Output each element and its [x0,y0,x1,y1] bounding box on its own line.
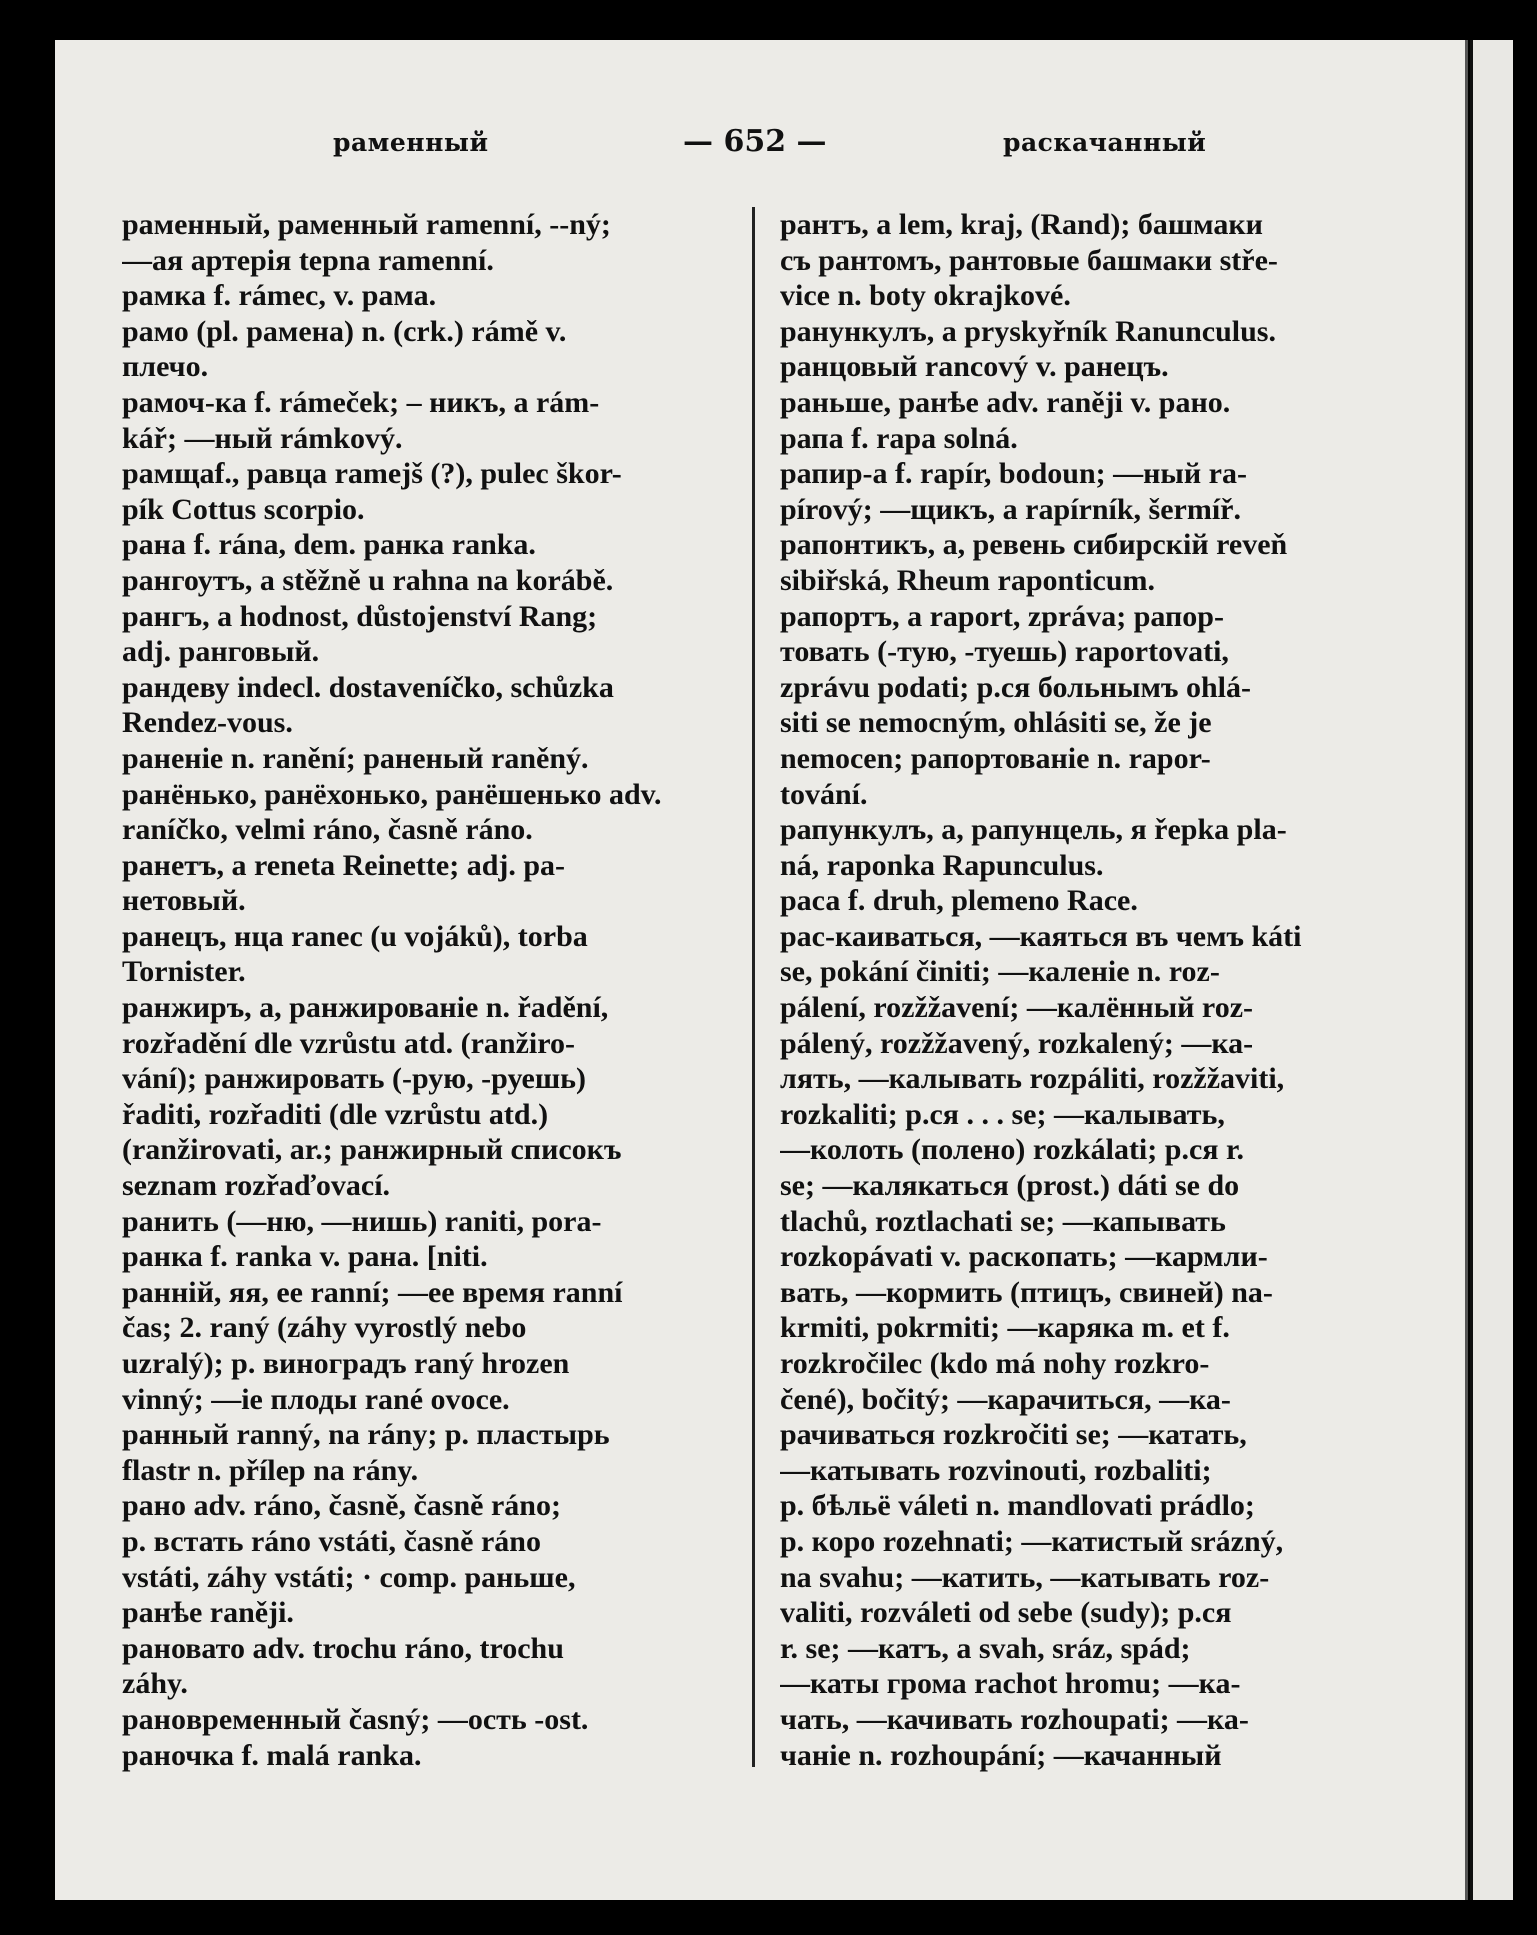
dictionary-line: (ranžirovati, ar.; ранжирный списокъ [122,1133,622,1167]
dictionary-line: sibiřská, Rheum raponticum. [780,563,1156,597]
dictionary-line: pík Cottus scorpio. [122,492,365,526]
dictionary-line: рамоч-ка f. rámeček; – никъ, a rám- [122,385,600,419]
dictionary-line: pálený, rozžžavený, rozkalený; —ка- [780,1026,1254,1060]
dictionary-line: na svahu; —катить, —катывать roz- [780,1560,1270,1594]
dictionary-line: рано adv. ráno, časně, časně ráno; [122,1489,561,1523]
dictionary-line: tování. [780,777,868,811]
dictionary-line: плечо. [122,350,209,384]
dictionary-line: вать, —кормить (птицъ, свиней) na- [780,1275,1273,1309]
dictionary-line: rozkročilec (kdo má nohy rozkro- [780,1347,1210,1380]
dictionary-line: лять, —калывать rozpáliti, rozžžaviti, [780,1062,1285,1096]
dictionary-line: ранжиръ, a, ранжированіе n. řadění, [122,991,609,1025]
dictionary-line: ранёнько, ранёхонько, ранёшенько adv. [122,777,662,811]
dictionary-line: рантъ, a lem, kraj, (Rand); башмаки [780,208,1263,241]
dictionary-line: рапа f. rapa solná. [780,421,1018,455]
dictionary-line: ранункулъ, a pryskyřník Ranunculus. [780,314,1276,348]
dictionary-line: рангъ, a hodnost, důstojenství Rang; [122,599,598,633]
dictionary-line: рапункулъ, a, рапунцель, я řepka pla- [780,813,1287,847]
dictionary-line: ранoвременный časný; —ость -ost. [122,1702,589,1736]
dictionary-line: flastr n. přílep na rány. [122,1453,419,1487]
header-left-guideword: раменный [333,128,489,157]
dictionary-line: vice n. boty okrajkové. [780,279,1071,313]
dictionary-line: valiti, rozváleti od sebe (sudy); р.ся [780,1596,1232,1630]
dictionary-line: рангоутъ, a stěžně u rahna na korábě. [122,563,614,597]
running-header [0,124,1537,168]
right-column [780,207,1390,1773]
dictionary-line: ранцовый rancový v. ранецъ. [780,350,1169,384]
dictionary-line: seznam rozřaďovací. [122,1169,391,1203]
dictionary-line: нетовый. [122,884,246,918]
dictionary-line: чать, —качивать rozhoupati; —ка- [780,1702,1249,1736]
dictionary-line: товать (-тую, -туешь) raportovati, [780,635,1229,669]
dictionary-line: vinný; —іе плоды rané ovoce. [122,1382,510,1416]
dictionary-line: čené), bočitý; —карачиться, —ка- [780,1382,1231,1416]
dictionary-line: рачиваться rozkročiti se; —катать, [780,1418,1247,1452]
dictionary-line: рамщаf., равца ramejš (?), pulec škor- [122,457,622,491]
dictionary-line: ранить (—ню, —нишь) raniti, pora- [122,1204,602,1238]
header-right-guideword: раскачанный [1003,128,1207,157]
dictionary-line: рапонтикъ, a, ревень сибирскій reveň [780,528,1288,562]
dictionary-line: rozřadění dle vzrůstu atd. (ranžiro- [122,1026,576,1060]
dictionary-line: рамо (pl. рамена) n. (crk.) rámě v. [122,314,567,348]
dictionary-line: r. se; —катъ, a svah, sráz, spád; [780,1631,1191,1665]
dictionary-line: uzralý); р. виноградъ raný hrozen [122,1347,570,1380]
dictionary-line: рапир-а f. rapír, bodoun; —ный ra- [780,457,1247,491]
dictionary-line: nemocen; рапортованіе n. rapor- [780,741,1211,775]
dictionary-line: adj. ранговый. [122,635,320,669]
dictionary-line: р. коро rozehnati; —катистый srázný, [780,1524,1284,1558]
dictionary-line: —каты грома rachot hromu; —ка- [780,1667,1241,1701]
dictionary-line: ранетъ, a reneta Reinette; adj. ра- [122,848,566,882]
dictionary-line: ранѣе raněji. [122,1596,294,1630]
dictionary-line: рапортъ, a raport, zpráva; рапор- [780,599,1224,633]
dictionary-line: krmiti, pokrmiti; —каряка m. et f. [780,1311,1230,1345]
dictionary-line: р. бѣльё váleti n. mandlovati prádlo; [780,1489,1255,1523]
dictionary-line: раночка f. malá ranka. [122,1738,422,1772]
dictionary-line: vání); ранжировать (-рую, -руешь) [122,1062,587,1096]
dictionary-line: čas; 2. raný (záhy vyrostlý nebo [122,1311,527,1345]
dictionary-line: ранній, яя, ее ranní; —ее время ranní [122,1275,623,1309]
dictionary-line: Rendez-vous. [122,706,293,740]
dictionary-line: чаніе n. rozhoupání; —качанный [780,1738,1222,1772]
dictionary-line: раменный, раменный ramenní, --ný; [122,208,611,241]
dictionary-line: řaditi, rozřaditi (dle vzrůstu atd.) [122,1097,549,1131]
dictionary-line: рана f. rána, dem. ранка ranka. [122,528,536,562]
dictionary-line: раненіе n. ranění; раненый raněný. [122,741,589,775]
left-column [122,207,732,1773]
dictionary-line: рановато adv. trochu ráno, trochu [122,1631,564,1665]
dictionary-line: ранный ranný, na rány; р. пластырь [122,1418,610,1452]
dictionary-line: —катывать rozvinouti, rozbaliti; [780,1453,1212,1487]
dictionary-line: раса f. druh, plemeno Race. [780,884,1138,918]
dictionary-line: р. встать ráno vstáti, časně ráno [122,1524,541,1558]
dictionary-line: zprávu podati; р.ся больнымъ ohlá- [780,670,1251,704]
dictionary-line: záhy. [122,1667,188,1701]
dictionary-line: tlachů, roztlachati se; —капывать [780,1204,1226,1238]
dictionary-line: pírový; —щикъ, a rapírník, šermíř. [780,492,1241,526]
dictionary-line: siti se nemocným, ohlásiti se, že je [780,706,1212,740]
column-divider [752,207,755,1767]
dictionary-line: рандеву indecl. dostaveníčko, schůzka [122,670,614,704]
dictionary-line: ранка f. ranka v. рана. [niti. [122,1240,488,1274]
page-number: — 652 — [683,124,827,159]
dictionary-line: rozkaliti; р.ся . . . se; —калывать, [780,1097,1225,1131]
next-page-edge [1470,40,1513,1900]
dictionary-line: Tornister. [122,955,246,989]
dictionary-line: —ая артерія tepna ramenní. [122,243,494,277]
dictionary-line: pálení, rozžžavení; —калённый roz- [780,991,1253,1025]
dictionary-line: съ рантомъ, рантовые башмаки stře- [780,243,1278,277]
dictionary-line: rozkopávati v. раскопать; —кармли- [780,1240,1268,1274]
dictionary-line: рамка f. rámec, v. рама. [122,279,437,313]
dictionary-line: рас-каиваться, —каяться въ чемъ káti [780,919,1302,953]
dictionary-line: ранецъ, нца ranec (u vojáků), torba [122,919,588,953]
dictionary-line: kář; —ный rámkový. [122,421,403,455]
dictionary-line: se, pokání činiti; —каленіе n. roz- [780,955,1220,989]
dictionary-line: ná, raponka Rapunculus. [780,848,1104,882]
dictionary-line: se; —калякаться (prost.) dáti se do [780,1169,1240,1203]
dictionary-line: раньше, ранѣе adv. raněji v. рано. [780,385,1231,419]
dictionary-line: raníčko, velmi ráno, časně ráno. [122,813,533,847]
dictionary-line: vstáti, záhy vstáti; · comp. раньше, [122,1560,576,1594]
dictionary-line: —колоть (полено) rozkálati; р.ся r. [780,1133,1245,1167]
